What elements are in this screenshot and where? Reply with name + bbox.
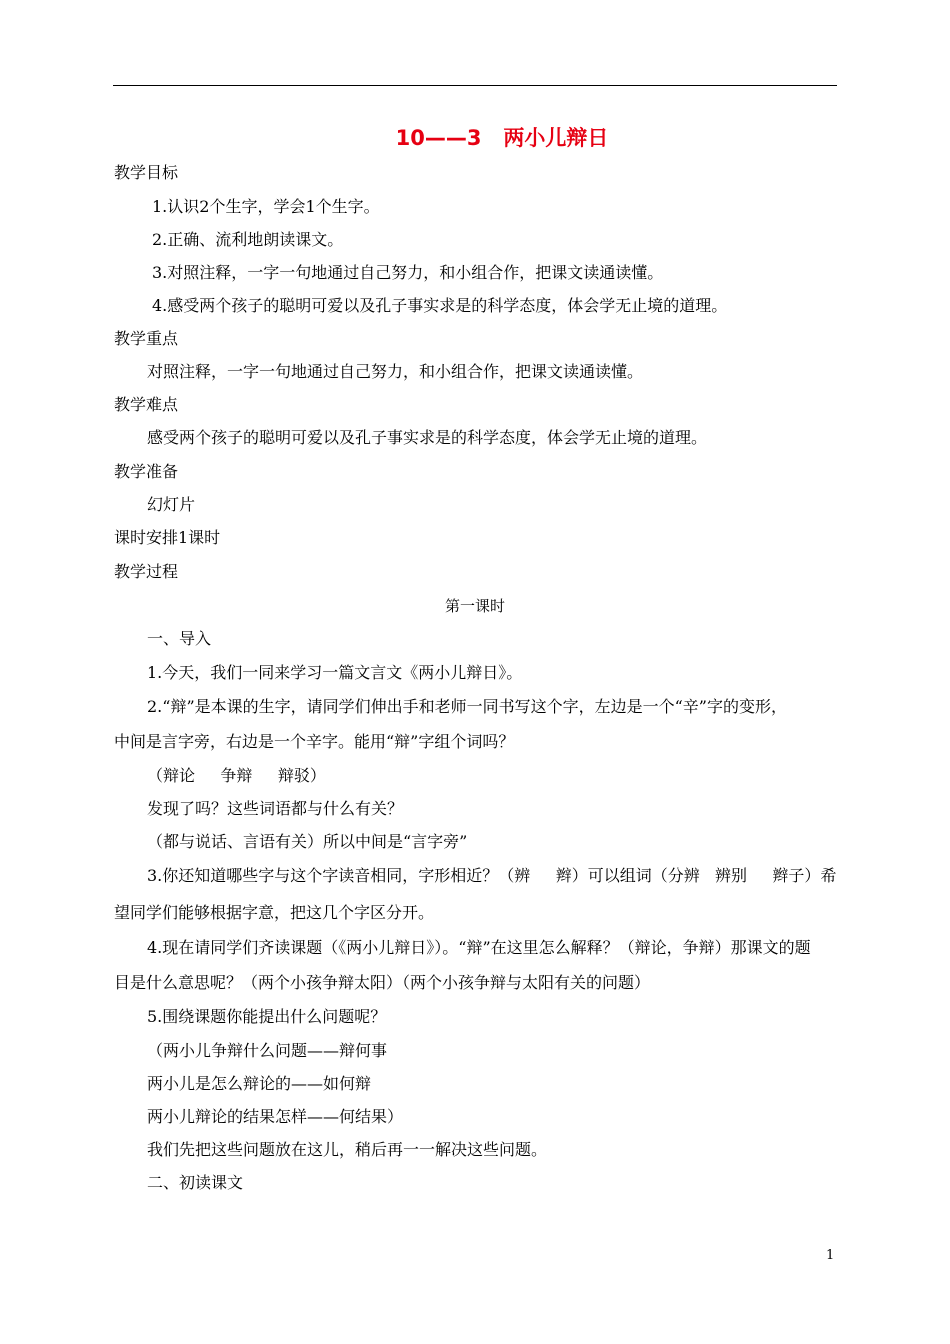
paragraph: 我们先把这些问题放在这儿，稍后再一一解决这些问题。 — [147, 1140, 548, 1159]
schedule-text: 课时安排1课时 — [114, 528, 221, 547]
difficulty-text: 感受两个孩子的聪明可爱以及孔子事实求是的科学态度，体会学无止境的道理。 — [147, 428, 708, 447]
paragraph: 目是什么意思呢？（两个小孩争辩太阳）（两个小孩争辩与太阳有关的问题） — [114, 973, 651, 992]
prep-text: 幻灯片 — [147, 495, 196, 514]
goals-heading: 教学目标 — [114, 163, 179, 182]
paragraph: 4.现在请同学们齐读课题（《两小儿辩日》）。“辩”在这里怎么解释？（辩论，争辩）那课文的题 — [147, 938, 811, 957]
paragraph: 两小儿是怎么辩论的——如何辩 — [147, 1074, 372, 1093]
key-text: 对照注释，一字一句地通过自己努力，和小组合作，把课文读通读懂。 — [147, 362, 644, 381]
goal-item: 4.感受两个孩子的聪明可爱以及孔子事实求是的科学态度，体会学无止境的道理。 — [152, 296, 728, 315]
goal-item: 2.正确、流利地朗读课文。 — [152, 230, 344, 249]
paragraph: 望同学们能够根据字意，把这几个字区分开。 — [114, 903, 435, 922]
read-heading: 二、初读课文 — [147, 1173, 244, 1192]
paragraph: 2.“辩”是本课的生字，请同学们伸出手和老师一同书写这个字，左边是一个“辛”字的变形， — [147, 697, 787, 716]
paragraph: 两小儿辩论的结果怎样——何结果） — [147, 1107, 404, 1126]
paragraph: （都与说话、言语有关）所以中间是“言字旁” — [147, 832, 468, 851]
paragraph: （两小儿争辩什么问题——辩何事 — [147, 1041, 388, 1060]
paragraph: （辩论 争辩 辩驳） — [147, 766, 326, 785]
intro-heading: 一、导入 — [147, 629, 212, 648]
header-rule — [113, 85, 837, 86]
lesson-title: 第一课时 — [444, 597, 505, 615]
page-number: 1 — [826, 1248, 835, 1263]
difficulty-heading: 教学难点 — [114, 395, 179, 414]
prep-heading: 教学准备 — [114, 462, 179, 481]
paragraph: 发现了吗？这些词语都与什么有关？ — [147, 799, 404, 818]
document-title: 10——3 两小儿辩日 — [395, 126, 609, 150]
goal-item: 3.对照注释，一字一句地通过自己努力，和小组合作，把课文读通读懂。 — [152, 263, 664, 282]
paragraph: 中间是言字旁，右边是一个辛字。能用“辩”字组个词吗？ — [114, 732, 515, 751]
paragraph: 5.围绕课题你能提出什么问题呢？ — [147, 1007, 387, 1026]
paragraph: 1.今天，我们一同来学习一篇文言文《两小儿辩日》。 — [147, 663, 523, 682]
goal-item: 1.认识2个生字，学会1个生字。 — [152, 197, 380, 216]
paragraph: 3.你还知道哪些字与这个字读音相同，字形相近？（辨 辫）可以组词（分辨 辨别 辫子）希 — [147, 866, 837, 885]
key-heading: 教学重点 — [114, 329, 179, 348]
process-heading: 教学过程 — [114, 562, 179, 581]
